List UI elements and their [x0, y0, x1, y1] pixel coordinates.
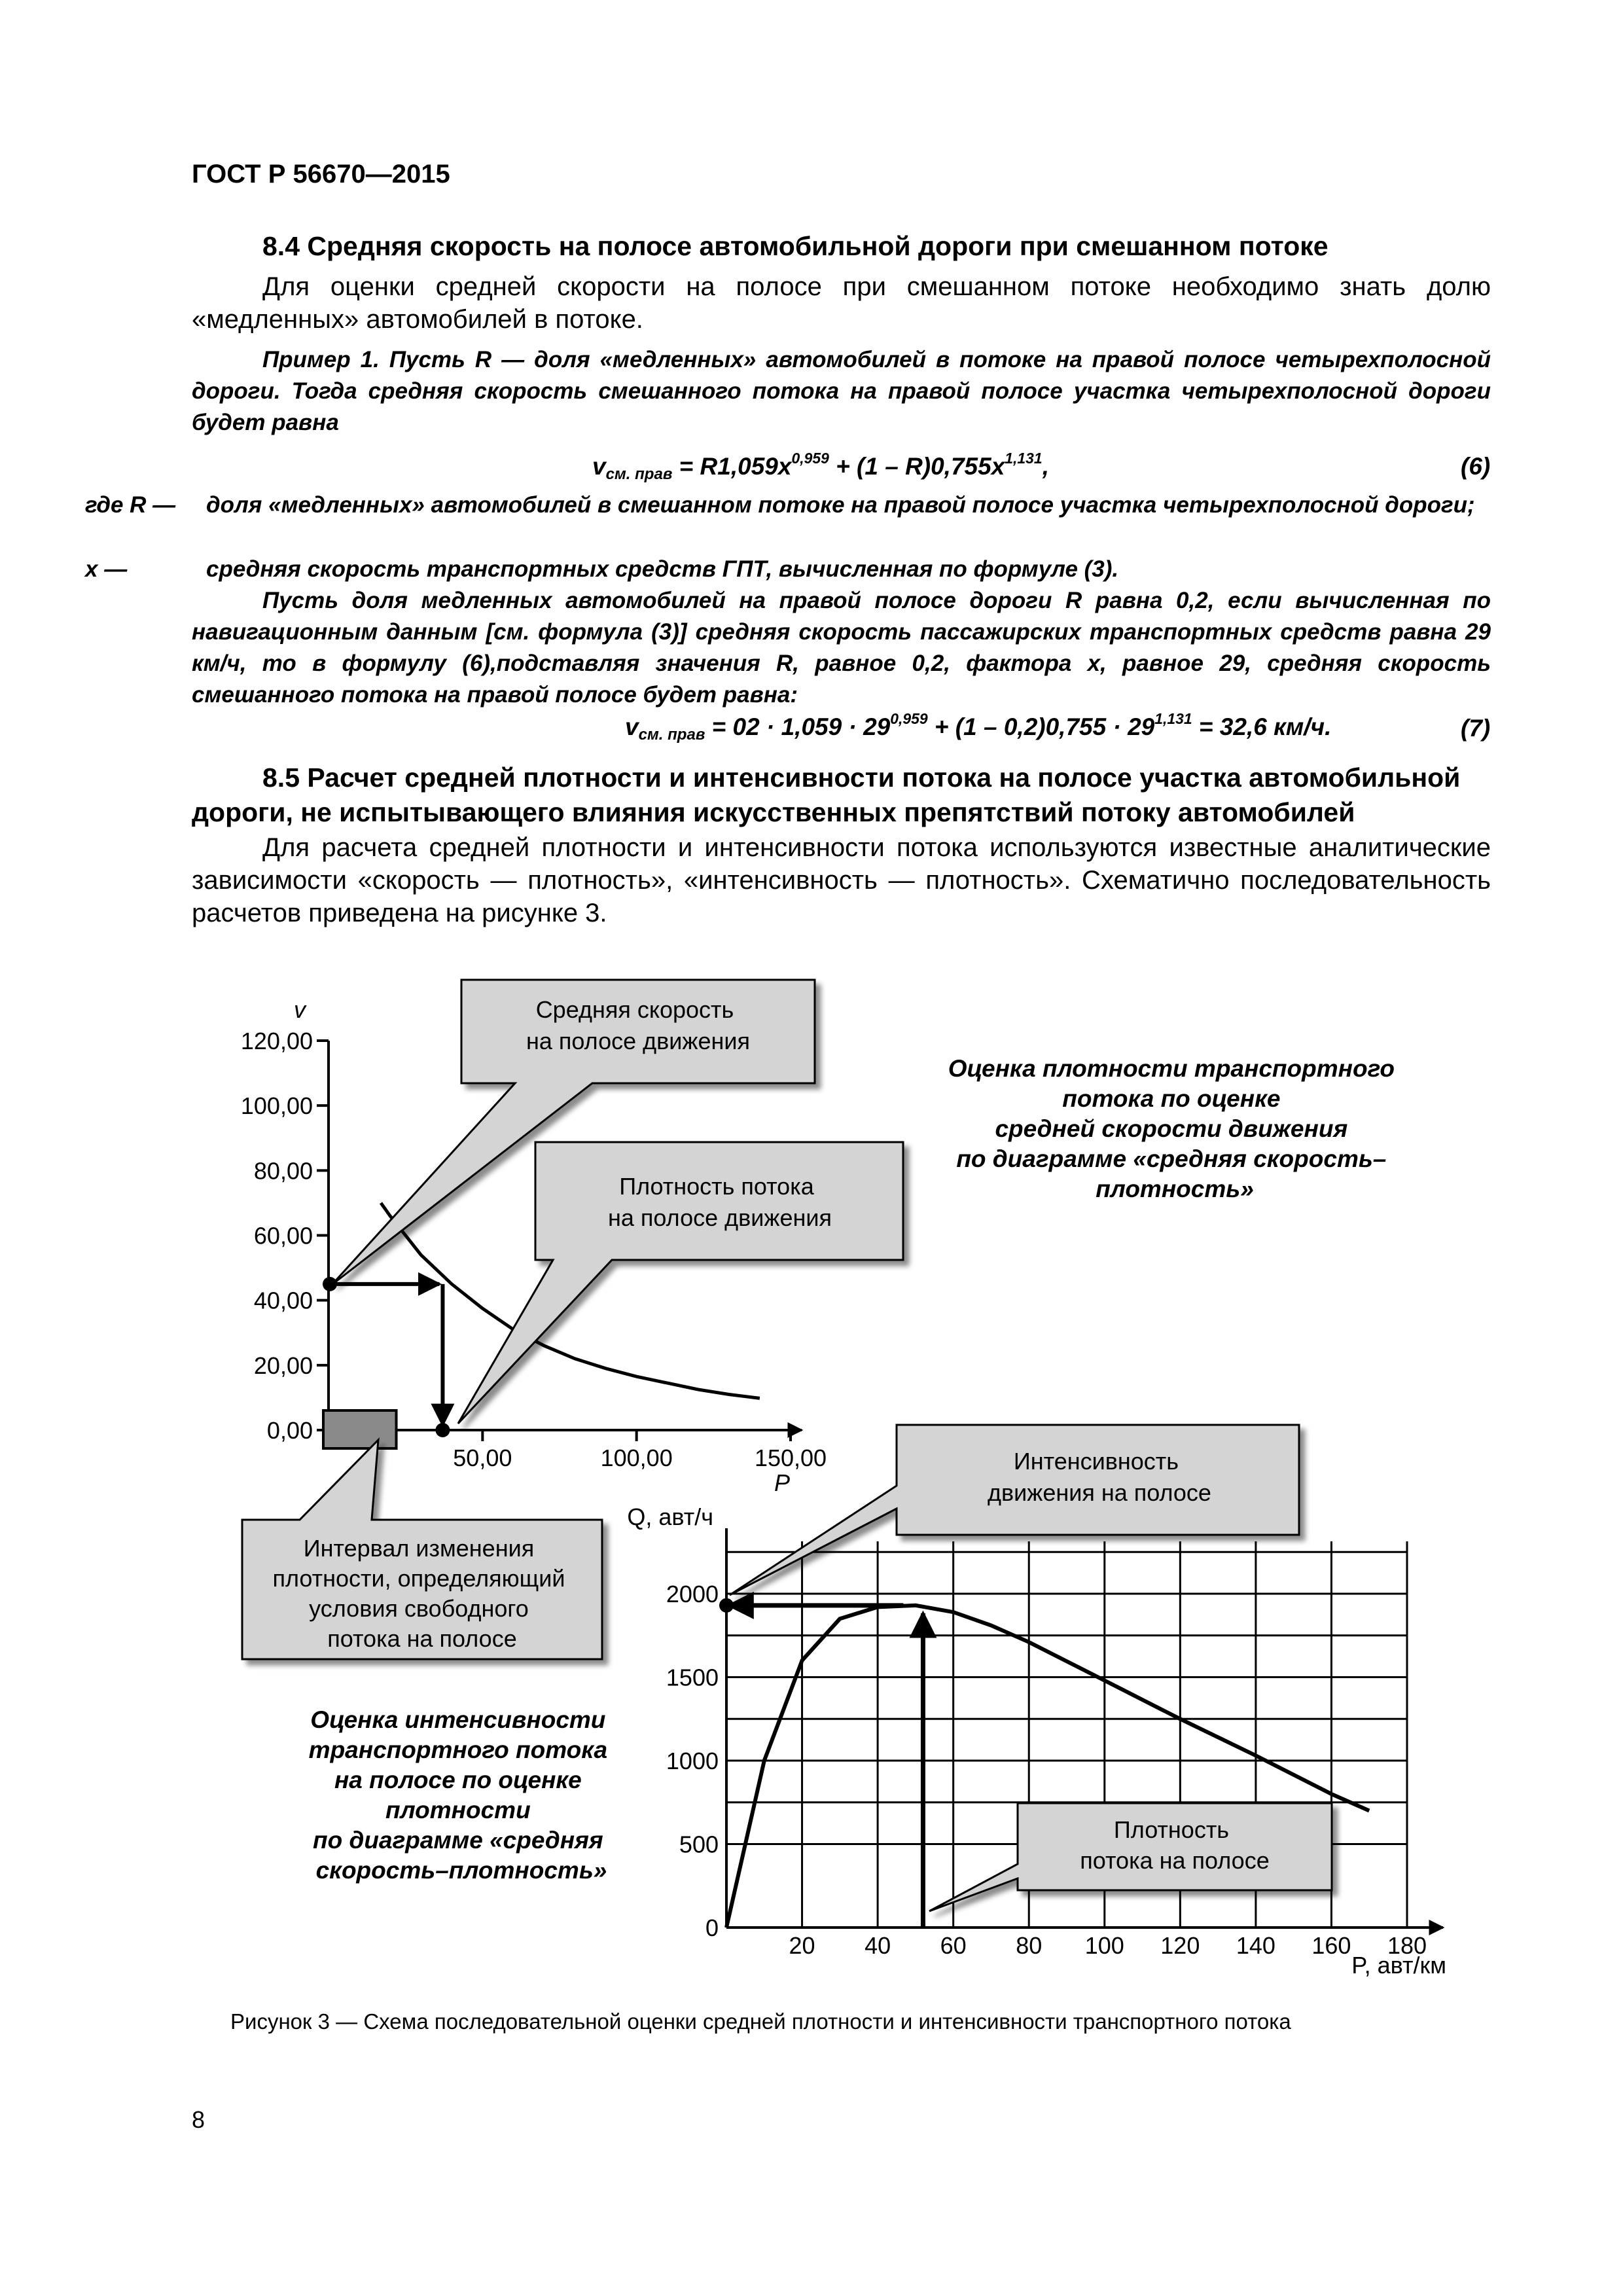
c2-ytick-label: 1000 — [666, 1748, 719, 1774]
c2-xtick-label: 160 — [1311, 1932, 1351, 1959]
callout-speed-text: Средняя скорость на полосе движения — [526, 996, 750, 1054]
c2-xtick-label: 40 — [865, 1932, 891, 1959]
note-density-estimate: Оценка плотности транспортного потока по оценке средней скорости движения по диаграмме «средняя скорость– плотность» — [948, 1055, 1395, 1202]
callout-density-2-text: Плотность потока на полосе — [1080, 1816, 1270, 1874]
c1-ytick-label: 120,00 — [240, 1028, 313, 1054]
formula-7: $v_{см. прав} = 02 \cdot 1,059 \cdot 29^{0,959} + (1 - 0,2)0,755 \cdot 29^{1,131} = 32,6$ км/ч. — [625, 709, 1332, 744]
c2-xtick-label: 140 — [1236, 1932, 1275, 1959]
page-number: 8 — [192, 2106, 205, 2133]
figure-3 — [183, 969, 1492, 2009]
where-item-r: где R — доля «медленных» автомобилей в смешанном потоке на правой полосе участка четырехполосной дороги; — [85, 492, 1475, 518]
c1-ytick-label: 80,00 — [253, 1157, 313, 1185]
c1-ytick-label: 40,00 — [253, 1287, 313, 1314]
section-8-5-heading: 8.5 Расчет средней плотности и интенсивности потока на полосе участка автомобильной дороги, не испытывающего влияния искусственных препятствий потоку автомобилей — [192, 762, 1461, 827]
c1-xtick-label: 150,00 — [754, 1444, 827, 1471]
section-8-4-paragraph: Для оценки средней скорости на полосе при смешанном потоке необходимо знать долю «медленных» автомобилей в потоке. — [192, 272, 1491, 334]
c2-y-axis-label: Q, авт/ч — [627, 1503, 713, 1530]
c2-ytick-label: 2000 — [666, 1581, 719, 1607]
c1-x-axis-label: P — [774, 1469, 791, 1496]
callout-intensity-text: Интенсивность движения на полосе — [988, 1448, 1211, 1506]
c1-ytick-label: 100,00 — [240, 1092, 313, 1120]
section-8-4-heading: 8.4 Средняя скорость на полосе автомобильной дороги при смешанном потоке — [262, 231, 1329, 261]
c2-ytick-label: 0 — [705, 1914, 719, 1941]
c2-intensity-point — [719, 1598, 734, 1613]
c2-x-axis-label: P, авт/км — [1351, 1952, 1446, 1979]
section-8-5-paragraph: Для расчета средней плотности и интенсивности потока используются известные аналитические зависимости «скорость — плотность», «интенсивность — плотность». Схематично последовательность расчетов приведена на рисунке 3. — [192, 833, 1491, 927]
c2-xtick-label: 80 — [1016, 1932, 1043, 1959]
c1-ytick-label: 60,00 — [253, 1222, 313, 1249]
free-flow-interval-box — [323, 1410, 397, 1448]
formula-6: $v_{см. прав} = R1,059x^{0,959} + (1 - R)0,755x^{1,131}$, — [592, 449, 1049, 484]
c2-xtick-label: 20 — [789, 1932, 815, 1959]
note-intensity-estimate: Оценка интенсивности транспортного потока на полосе по оценке плотности по диаграмме «средняя скорость–плотность» — [308, 1706, 608, 1884]
c2-xtick-label: 120 — [1160, 1932, 1200, 1959]
c1-ytick-label: 20,00 — [253, 1352, 313, 1379]
intensity-density-chart — [627, 1503, 1446, 1979]
where-item-x: x — средняя скорость транспортных средств ГПТ, вычисленная по формуле (3). — [85, 556, 1119, 582]
c1-xtick-label: 100,00 — [600, 1444, 673, 1471]
figure-caption: Рисунок 3 — Схема последовательной оценки средней плотности и интенсивности транспортного потока — [230, 2009, 1291, 2034]
c2-xtick-label: 100 — [1084, 1932, 1124, 1959]
formula-7-number: (7) — [1461, 715, 1491, 742]
formula-6-number: (6) — [1461, 453, 1491, 480]
c1-y-axis-label: v — [294, 996, 306, 1023]
c1-speed-point — [323, 1277, 337, 1291]
callout-free-flow-text: Интервал изменения плотности, определяющий условия свободного потока на полосе — [272, 1535, 565, 1652]
c2-ytick-label: 500 — [679, 1831, 719, 1858]
document-header: ГОСТ Р 56670—2015 — [192, 160, 450, 188]
example-1-text: Пример 1. Пусть R — доля «медленных» автомобилей в потоке на правой полосе четырехполосной дороги. Тогда средняя скорость смешанного потока на правой полосе участка четырехполосной дороги будет равна — [192, 347, 1491, 435]
c1-density-point — [435, 1423, 450, 1437]
c2-xtick-label: 180 — [1387, 1932, 1427, 1959]
c2-xtick-label: 60 — [940, 1932, 967, 1959]
c1-xtick-label: 50,00 — [453, 1444, 512, 1471]
c2-ytick-label: 1500 — [666, 1664, 719, 1691]
example-paragraph: Пусть доля медленных автомобилей на правой полосе дороги R равна 0,2, если вычисленная по навигационным данным [см. формула (3)] средняя скорость пассажирских транспортных средств равна 29 км/ч, то в формулу (6),подставляя значения R, равное 0,2, фактора x, равное 29, средняя скорость смешанного потока на правой полосе будет равна: — [192, 588, 1491, 708]
c1-ytick-label: 0,00 — [266, 1417, 313, 1444]
callout-density-text: Плотность потока на полосе движения — [608, 1173, 832, 1231]
